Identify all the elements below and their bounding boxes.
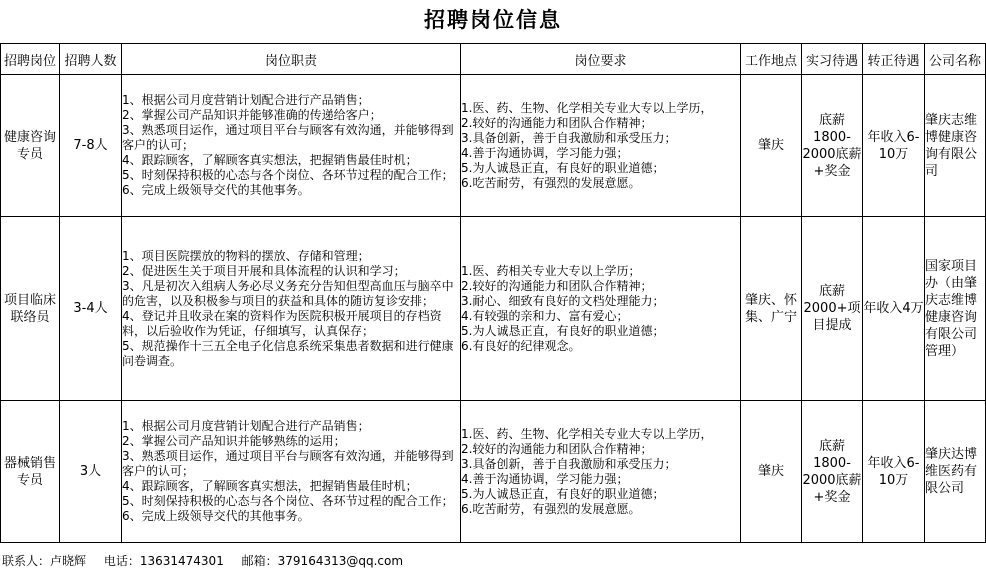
location-cell: 肇庆 xyxy=(741,75,802,217)
requirement-item: 4.善于沟通协调，学习能力强； xyxy=(461,471,629,486)
table-row xyxy=(1,217,986,401)
company-cell: 国家项目办（由肇庆志维博健康咨询有限公司管理） xyxy=(925,217,986,401)
duties-cell xyxy=(122,75,461,217)
duty-item: 5、时刻保持积极的心态与各个岗位、各环节过程的配合工作； xyxy=(122,494,454,508)
requirement-item: 1.医、药相关专业大专以上学历； xyxy=(461,263,641,278)
duty-item: 2、促进医生关于项目开展和具体流程的认识和学习； xyxy=(122,263,406,278)
requirement-item: 2.较好的沟通能力和团队合作精神； xyxy=(461,115,653,130)
contact-info xyxy=(2,551,417,571)
requirement-item: 3.具备创新，善于自我激励和承受压力； xyxy=(461,456,677,471)
header-position: 招聘岗位 xyxy=(1,44,60,75)
table-header-row xyxy=(1,44,986,75)
contact-email: 邮箱：379164313@qq.com xyxy=(241,554,404,568)
requirement-item: 3.具备创新，善于自我激励和承受压力； xyxy=(461,130,677,145)
duty-item: 2、掌握公司产品知识并能够准确的传递给客户； xyxy=(122,108,382,122)
count-cell: 3人 xyxy=(60,401,122,543)
requirement-item: 5.为人诚恳正直，有良好的职业道德； xyxy=(461,323,665,338)
requirement-item: 2.较好的沟通能力和团队合作精神； xyxy=(461,278,653,293)
header-count: 招聘人数 xyxy=(60,44,122,75)
requirement-item: 1.医、药、生物、化学相关专业大专以上学历， xyxy=(461,100,713,115)
regular-pay-cell: 年收入6-10万 xyxy=(863,75,925,217)
duty-item: 3、熟悉项目运作，通过项目平台与顾客有效沟通，并能够得到客户的认可； xyxy=(122,449,454,478)
position-cell: 项目临床联络员 xyxy=(1,217,60,401)
duty-item: 4、跟踪顾客，了解顾客真实想法，把握销售最佳时机； xyxy=(122,153,418,167)
job-table xyxy=(0,43,986,543)
table-row xyxy=(1,75,986,217)
header-duties: 岗位职责 xyxy=(122,44,461,75)
header-company: 公司名称 xyxy=(925,44,986,75)
position-cell: 器械销售专员 xyxy=(1,401,60,543)
requirement-item: 6.吃苦耐劳，有强烈的发展意愿。 xyxy=(461,501,641,516)
requirement-item: 3.耐心、细致有良好的文档处理能力； xyxy=(461,293,665,308)
contact-phone: 电话：13631474301 xyxy=(103,554,224,568)
duty-item: 4、跟踪顾客，了解顾客真实想法，把握销售最佳时机； xyxy=(122,479,418,493)
requirement-item: 6.吃苦耐劳，有强烈的发展意愿。 xyxy=(461,175,641,190)
intern-pay-cell: 底薪1800-2000底薪+奖金 xyxy=(802,401,863,543)
requirement-item: 5.为人诚恳正直，有良好的职业道德； xyxy=(461,486,665,501)
duty-item: 5、时刻保持积极的心态与各个岗位、各环节过程的配合工作； xyxy=(122,168,454,182)
duties-cell xyxy=(122,401,461,543)
duty-item: 1、根据公司月度营销计划配合进行产品销售； xyxy=(122,93,370,107)
contact-person: 联系人：卢晓辉 xyxy=(2,554,87,568)
duties-cell xyxy=(122,217,461,401)
regular-pay-cell: 年收入4万 xyxy=(863,217,925,401)
duty-item: 3、凡是初次入组病人务必尽义务充分告知但型高血压与脑卒中的危害，以及积极参与项目的获益和具体的随访复诊安排； xyxy=(122,278,454,308)
requirements-cell xyxy=(461,401,741,543)
duty-item: 3、熟悉项目运作，通过项目平台与顾客有效沟通，并能够得到客户的认可； xyxy=(122,123,454,152)
header-intern-pay: 实习待遇 xyxy=(802,44,863,75)
requirement-item: 5.为人诚恳正直，有良好的职业道德； xyxy=(461,160,665,175)
company-cell: 肇庆志维博健康咨询有限公司 xyxy=(925,75,986,217)
intern-pay-cell: 底薪2000+项目提成 xyxy=(802,217,863,401)
header-regular-pay: 转正待遇 xyxy=(863,44,925,75)
position-cell: 健康咨询专员 xyxy=(1,75,60,217)
intern-pay-cell: 底薪1800-2000底薪+奖金 xyxy=(802,75,863,217)
requirement-item: 1.医、药、生物、化学相关专业大专以上学历， xyxy=(461,426,713,441)
duty-item: 2、掌握公司产品知识并能够熟练的运用； xyxy=(122,434,346,448)
duty-item: 4、登记并且收录在案的资料作为医院积极开展项目的存档资料，以后验收作为凭证，仔细填写，认真保存； xyxy=(122,308,442,338)
requirement-item: 2.较好的沟通能力和团队合作精神； xyxy=(461,441,653,456)
header-location: 工作地点 xyxy=(741,44,802,75)
count-cell: 7-8人 xyxy=(60,75,122,217)
requirements-cell xyxy=(461,217,741,401)
requirements-cell xyxy=(461,75,741,217)
table-row xyxy=(1,401,986,543)
location-cell: 肇庆 xyxy=(741,401,802,543)
duty-item: 6、完成上级领导交代的其他事务。 xyxy=(122,509,310,523)
duty-item: 6、完成上级领导交代的其他事务。 xyxy=(122,183,310,197)
header-requirements: 岗位要求 xyxy=(461,44,741,75)
count-cell: 3-4人 xyxy=(60,217,122,401)
page-title: 招聘岗位信息 xyxy=(424,7,562,32)
company-cell: 肇庆达博维医药有限公司 xyxy=(925,401,986,543)
location-cell: 肇庆、怀集、广宁 xyxy=(741,217,802,401)
requirement-item: 4.善于沟通协调，学习能力强； xyxy=(461,145,629,160)
requirement-item: 4.有较强的亲和力、富有爱心； xyxy=(461,308,629,323)
regular-pay-cell: 年收入6-10万 xyxy=(863,401,925,543)
duty-item: 1、根据公司月度营销计划配合进行产品销售； xyxy=(122,419,370,433)
duty-item: 5、规范操作十三五全电子化信息系统采集患者数据和进行健康问卷调查。 xyxy=(122,338,454,368)
duty-item: 1、项目医院摆放的物料的摆放、存储和管理； xyxy=(122,248,370,263)
requirement-item: 6.有良好的纪律观念。 xyxy=(461,338,581,353)
